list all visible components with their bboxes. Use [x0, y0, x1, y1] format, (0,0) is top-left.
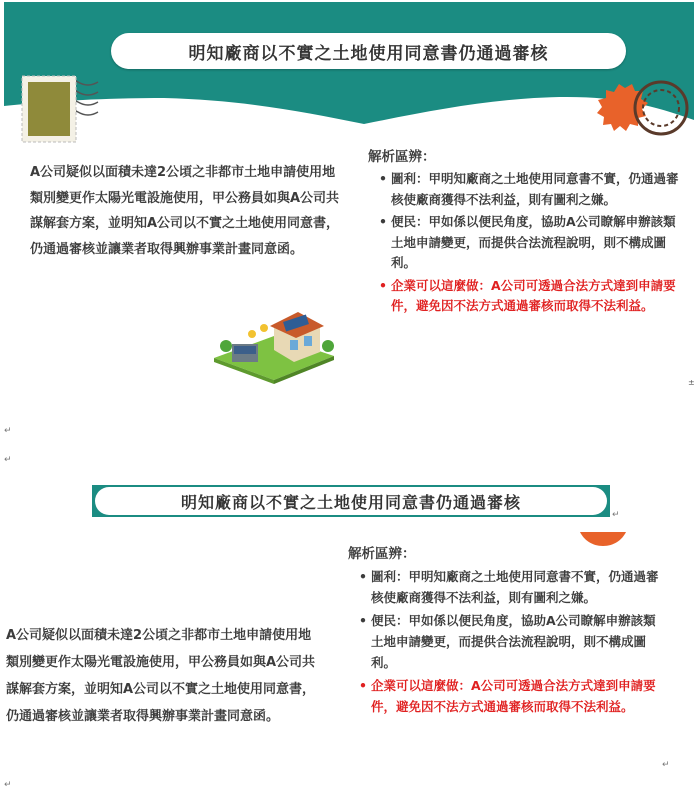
paragraph-mark: ↵: [4, 426, 12, 436]
list-item-text: 企業可以這麼做：A公司可透過合法方式達到申請要件，避免因不法方式通過審核而取得不法利益。: [391, 277, 676, 313]
case-description: A公司疑似以面積未達2公頃之非都市土地申請使用地類別變更作太陽光電設施使用，甲公務員如與A公司共謀解套方案，並明知A公司以不實之土地使用同意書，仍通過審核並讓業者取得興辦事業計畫同意函。: [30, 165, 340, 257]
analysis-list: [348, 566, 668, 717]
house-solar-illustration: [204, 306, 344, 386]
list-item: [348, 610, 668, 673]
analysis-title: 解析區辨：: [368, 149, 436, 165]
paragraph-mark: ↵: [4, 780, 12, 790]
card2-title-bar: [92, 485, 610, 517]
list-item: [368, 212, 688, 274]
paragraph-mark: ↵: [612, 510, 620, 520]
list-item-text: 便民：甲如係以便民角度，協助A公司瞭解申辦該類土地申請變更，而提供合法流程說明，則不構成圖利。: [371, 613, 656, 670]
infographic-card-1: [4, 2, 694, 402]
list-item: [368, 169, 688, 210]
orange-postmark-icon: [589, 74, 694, 154]
list-item-highlight: [368, 276, 688, 317]
list-item: [348, 566, 668, 608]
analysis-section: [368, 145, 688, 319]
paragraph-mark: ↵: [4, 455, 12, 465]
bullet-dot: •: [359, 569, 367, 584]
analysis-title: 解析區辨：: [348, 546, 416, 562]
bullet-dot: •: [379, 277, 387, 293]
card1-title: 明知廠商以不實之土地使用同意書仍通過審核: [111, 33, 626, 69]
bullet-dot: •: [359, 678, 367, 693]
list-item-text: 便民：甲如係以便民角度，協助A公司瞭解申辦該類土地申請變更，而提供合法流程說明，則不構成圖利。: [391, 214, 676, 270]
case-description: A公司疑似以面積未達2公頃之非都市土地申請使用地類別變更作太陽光電設施使用，甲公務員如與A公司共謀解套方案，並明知A公司以不實之土地使用同意書，仍通過審核並讓業者取得興辦事業計畫同意函。: [6, 628, 316, 724]
corner-mark: ±: [688, 378, 695, 387]
postage-stamp-icon: [14, 70, 104, 150]
list-item-text: 圖利：甲明知廠商之土地使用同意書不實，仍通過審核使廠商獲得不法利益，則有圖利之嫌。: [371, 569, 659, 605]
paragraph-mark: ↵: [662, 760, 670, 770]
bullet-dot: •: [359, 613, 367, 628]
card2-title: 明知廠商以不實之土地使用同意書仍通過審核: [95, 487, 607, 515]
analysis-list: [368, 169, 688, 317]
bullet-dot: •: [379, 171, 387, 186]
bullet-dot: •: [379, 214, 387, 229]
list-item-text: 企業可以這麼做：A公司可透過合法方式達到申請要件，避免因不法方式通過審核而取得不法利益。: [371, 678, 656, 714]
analysis-section: [348, 542, 668, 719]
list-item-highlight: [348, 675, 668, 717]
list-item-text: 圖利：甲明知廠商之土地使用同意書不實，仍通過審核使廠商獲得不法利益，則有圖利之嫌。: [391, 171, 679, 207]
